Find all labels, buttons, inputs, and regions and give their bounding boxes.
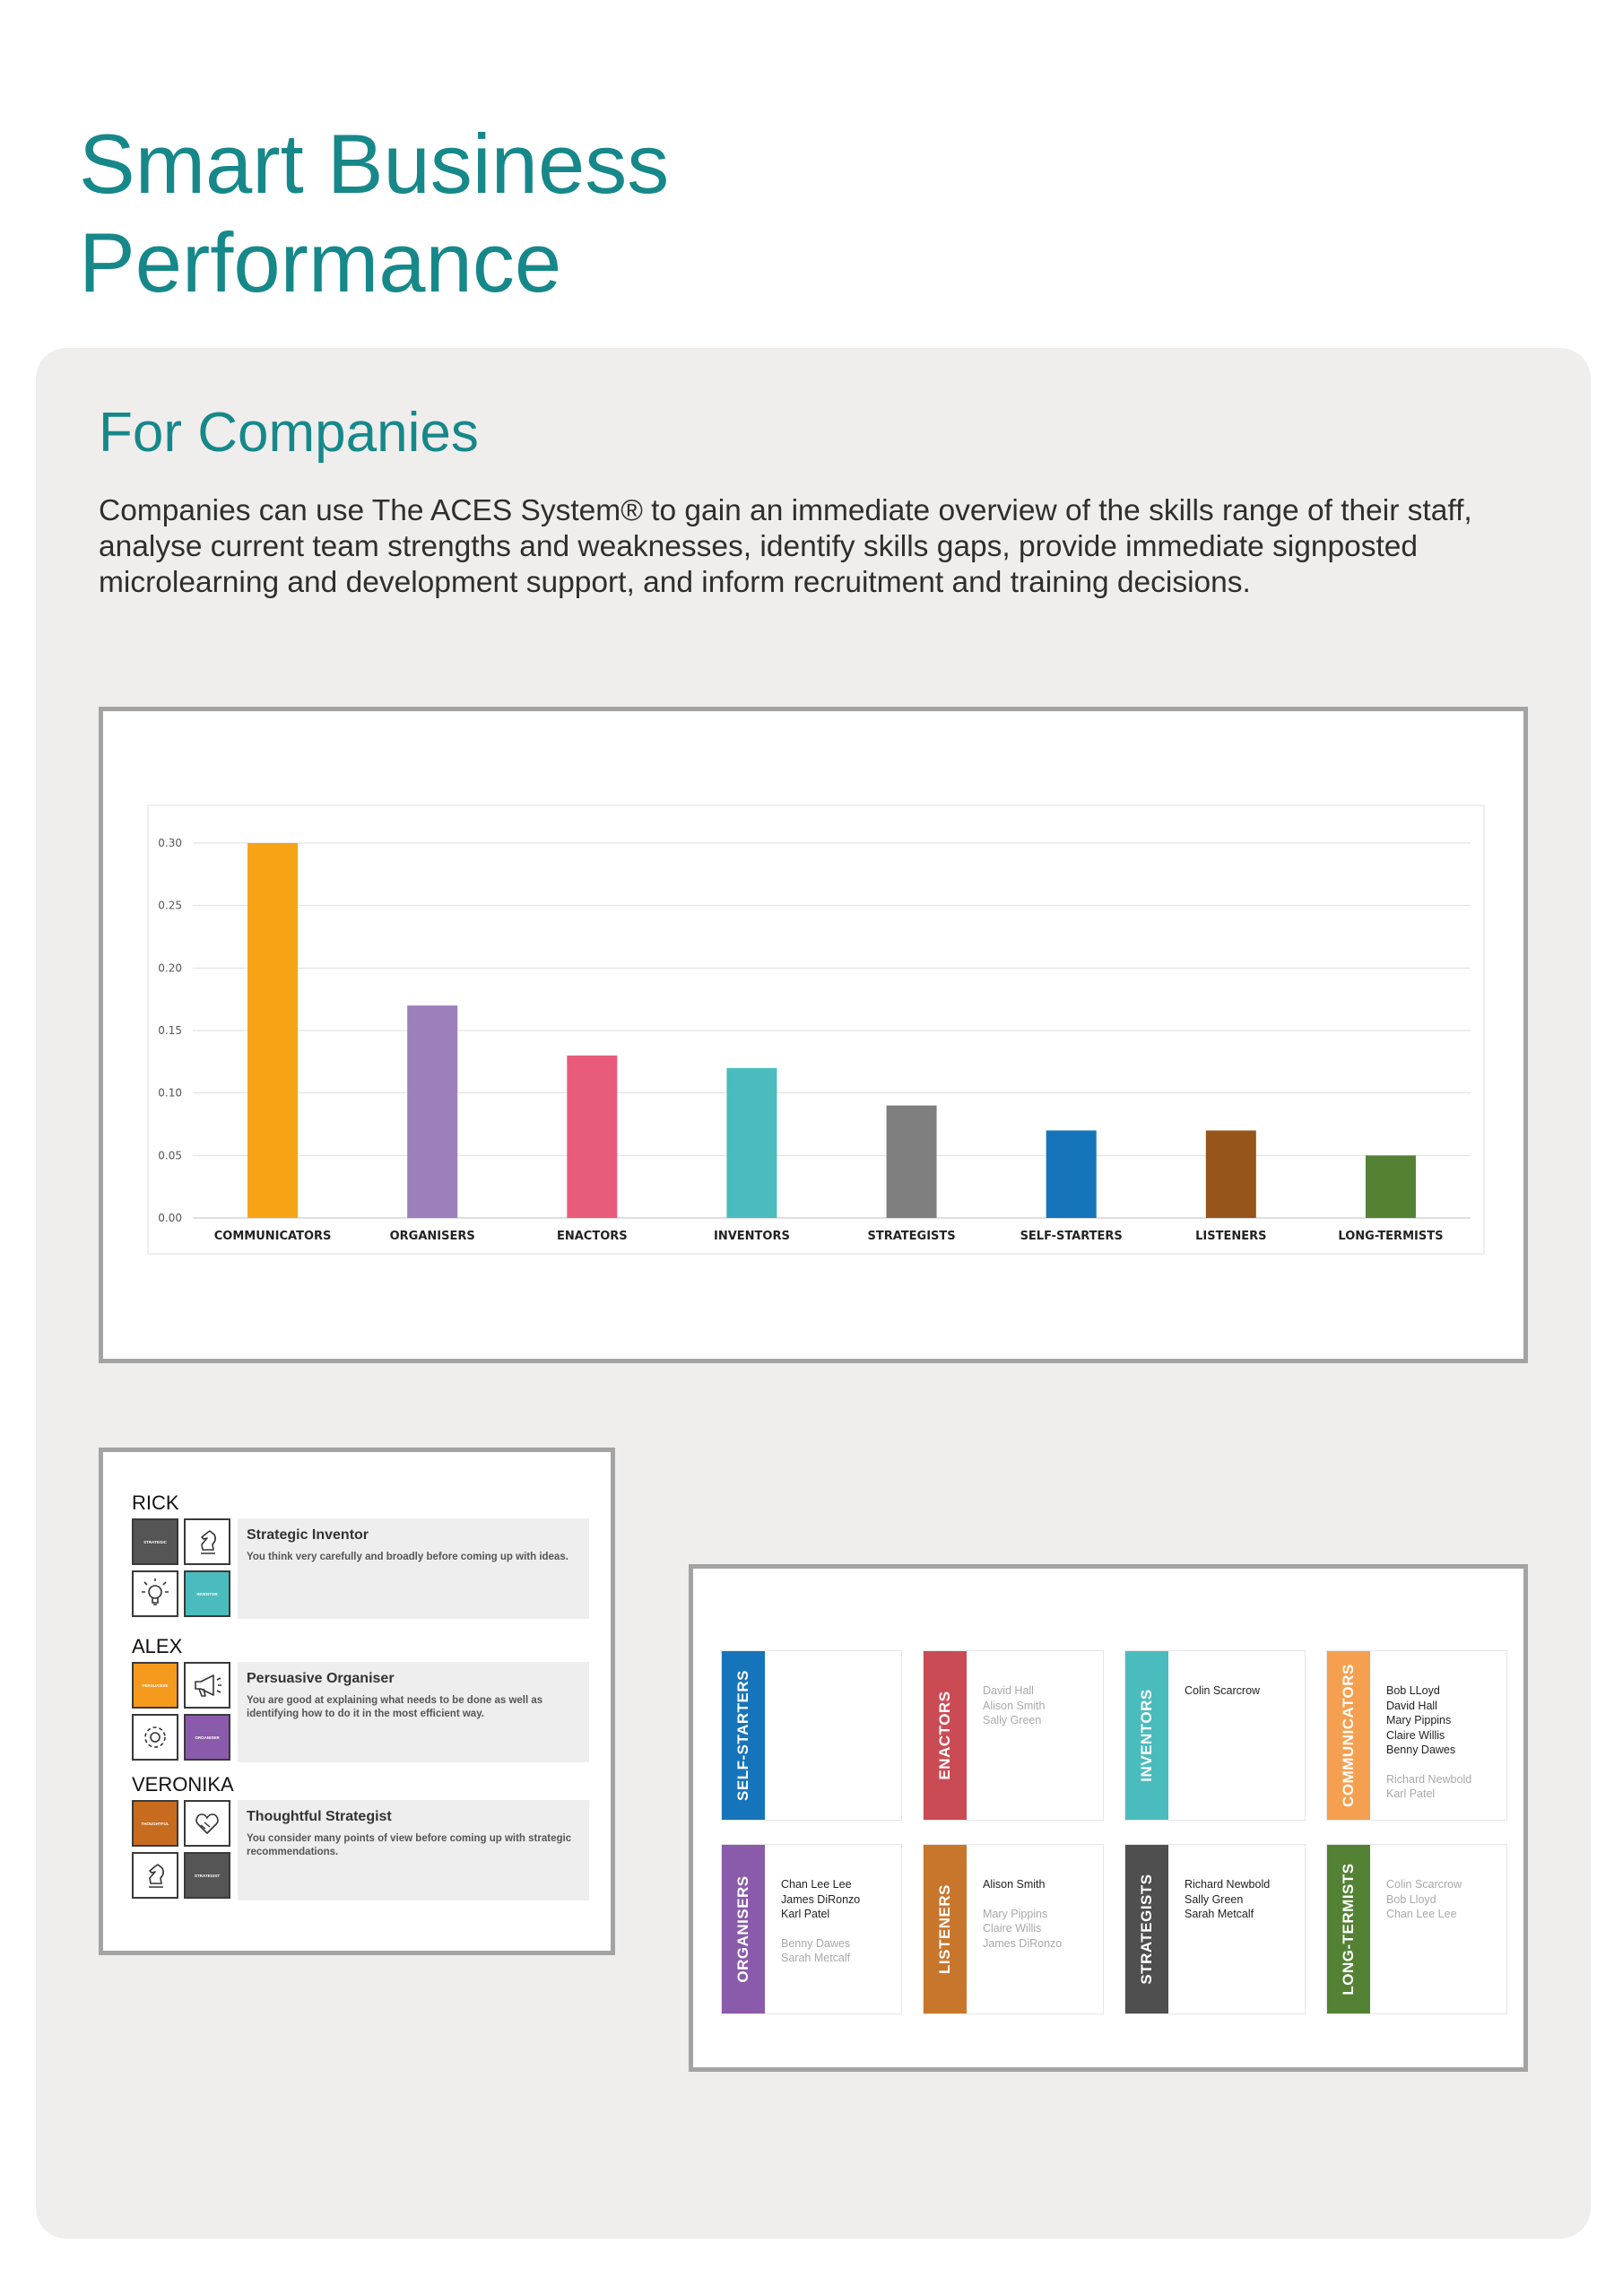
member-name-secondary: Alison Smith — [983, 1699, 1046, 1712]
quadrant-icon-cell — [184, 1800, 230, 1847]
quadrant-secondary-trait: STRATEGIST — [184, 1852, 230, 1899]
section-heading: For Companies — [99, 402, 479, 464]
heart-hands-icon — [189, 1805, 225, 1841]
x-category-label: STRATEGISTS — [867, 1230, 956, 1243]
member-list — [1386, 1683, 1471, 1802]
profile-title: Persuasive Organiser — [247, 1671, 395, 1686]
profile-quadrant — [132, 1800, 232, 1900]
card-category-label: ORGANISERS — [734, 1875, 751, 1983]
quadrant-icon-cell — [132, 1570, 178, 1617]
member-list — [1185, 1683, 1260, 1699]
member-name-secondary: Karl Patel — [1386, 1787, 1436, 1800]
member-name-secondary: James DiRonzo — [983, 1936, 1063, 1950]
megaphone-icon — [189, 1667, 225, 1703]
quadrant-secondary-trait: ORGANISER — [184, 1714, 230, 1761]
profile-title: Strategic Inventor — [247, 1527, 369, 1543]
x-category-label: ORGANISERS — [389, 1230, 475, 1243]
member-list — [983, 1683, 1045, 1728]
card-category-label: LISTENERS — [936, 1884, 953, 1974]
x-category-label: LONG-TERMISTS — [1338, 1230, 1444, 1243]
card-color-bar — [1327, 1845, 1370, 2013]
quadrant-primary-trait: THOUGHTFUL — [132, 1800, 178, 1847]
card-color-bar — [1125, 1845, 1168, 2013]
member-name-secondary: Bob Lloyd — [1386, 1892, 1436, 1906]
bar-inventors — [726, 1068, 777, 1218]
y-tick-label: 0.00 — [158, 1212, 182, 1224]
team-card-listeners — [924, 1845, 1103, 2013]
lightbulb-icon — [137, 1576, 173, 1612]
y-tick-label: 0.25 — [158, 899, 182, 912]
bar-enactors — [567, 1056, 617, 1218]
bar-strategists — [887, 1106, 937, 1218]
member-name: Sarah Metcalf — [1185, 1908, 1254, 1920]
page-title-line-2: Performance — [79, 215, 562, 309]
quadrant-secondary-trait: INVENTOR — [184, 1570, 230, 1617]
card-category-label: SELF-STARTERS — [734, 1670, 751, 1801]
y-tick-label: 0.05 — [158, 1149, 182, 1162]
x-category-label: COMMUNICATORS — [213, 1230, 332, 1243]
team-card-inventors — [1125, 1651, 1305, 1820]
card-color-bar — [722, 1651, 765, 1820]
member-list — [1185, 1877, 1270, 1922]
member-list — [983, 1877, 1062, 1951]
plot-border — [148, 805, 1484, 1254]
page-title — [79, 115, 669, 312]
member-name: Mary Pippins — [1386, 1714, 1452, 1726]
chess-knight-icon — [137, 1857, 173, 1893]
profile-summary — [238, 1800, 589, 1900]
y-tick-label: 0.15 — [158, 1024, 182, 1037]
card-category-label: INVENTORS — [1138, 1689, 1155, 1782]
member-name: Richard Newbold — [1185, 1878, 1271, 1891]
member-name: Karl Patel — [781, 1908, 830, 1920]
x-category-label: LISTENERS — [1195, 1230, 1267, 1243]
gear-icon — [137, 1719, 173, 1755]
card-category-label: COMMUNICATORS — [1340, 1664, 1357, 1807]
profile-title: Thoughtful Strategist — [247, 1809, 392, 1824]
y-tick-label: 0.20 — [158, 961, 182, 975]
team-grid-frame — [689, 1564, 1528, 2072]
x-category-label: SELF-STARTERS — [1020, 1230, 1123, 1243]
member-name: Chan Lee Lee — [781, 1878, 852, 1891]
card-color-bar — [1327, 1651, 1370, 1820]
page-title-line-1: Smart Business — [79, 117, 670, 211]
bar-communicators — [247, 843, 298, 1218]
quadrant-icon-cell — [132, 1714, 178, 1761]
team-card-organisers — [722, 1845, 901, 2013]
chess-knight-icon — [189, 1524, 225, 1560]
x-category-label: INVENTORS — [714, 1230, 790, 1243]
bar-organisers — [407, 1005, 457, 1218]
member-name-secondary: Claire Willis — [983, 1922, 1042, 1935]
profile-name: RICK — [132, 1492, 179, 1514]
team-card-strategists — [1125, 1845, 1305, 2013]
member-name-secondary: Chan Lee Lee — [1386, 1908, 1457, 1920]
quadrant-icon-cell — [184, 1518, 230, 1565]
card-color-bar — [924, 1845, 967, 2013]
profile-quadrant — [132, 1662, 232, 1762]
team-card-enactors — [924, 1651, 1103, 1820]
profile-alex — [132, 1635, 589, 1770]
member-name: David Hall — [1386, 1699, 1437, 1712]
member-name-secondary: Benny Dawes — [781, 1936, 851, 1950]
member-name: Colin Scarcrow — [1185, 1684, 1261, 1697]
bar-self-starters — [1046, 1130, 1097, 1218]
team-card-long-termists — [1327, 1845, 1506, 2013]
team-card-communicators — [1327, 1651, 1506, 1820]
member-name-secondary: Sarah Metcalf — [781, 1952, 851, 1964]
card-color-bar — [924, 1651, 967, 1820]
chart-frame — [99, 707, 1528, 1363]
bar-listeners — [1206, 1130, 1256, 1218]
profile-description: You consider many points of view before coming up with strategic recommendations. — [247, 1833, 572, 1857]
profile-quadrant — [132, 1518, 232, 1619]
quadrant-icon-cell — [184, 1662, 230, 1709]
profile-name: ALEX — [132, 1635, 183, 1657]
bar-long-termists — [1366, 1155, 1416, 1218]
quadrant-primary-trait: STRATEGIC — [132, 1518, 178, 1565]
member-name: Sally Green — [1185, 1892, 1244, 1906]
member-list — [1386, 1877, 1462, 1922]
profile-description: You are good at explaining what needs to be done as well as identifying how to do it in the most efficient way. — [247, 1695, 543, 1719]
profile-rick — [132, 1492, 589, 1626]
card-category-label: LONG-TERMISTS — [1340, 1863, 1357, 1996]
member-name-secondary: Richard Newbold — [1386, 1772, 1472, 1786]
card-color-bar — [722, 1845, 765, 2013]
member-name-secondary: Mary Pippins — [983, 1907, 1048, 1920]
member-name: Alison Smith — [983, 1878, 1046, 1891]
y-tick-label: 0.30 — [158, 837, 182, 849]
profile-summary — [238, 1662, 589, 1762]
member-name: Bob LLoyd — [1386, 1684, 1440, 1697]
quadrant-primary-trait: PERSUASIVE — [132, 1662, 178, 1709]
profile-description: You think very carefully and broadly before coming up with ideas. — [247, 1552, 568, 1562]
card-color-bar — [1125, 1651, 1168, 1820]
card-category-label: STRATEGISTS — [1138, 1874, 1155, 1985]
member-name: Benny Dawes — [1386, 1744, 1456, 1756]
member-name-secondary: David Hall — [983, 1684, 1034, 1697]
member-name: Claire Willis — [1386, 1728, 1445, 1742]
bar-chart — [103, 711, 1523, 1359]
member-name-secondary: Colin Scarcrow — [1386, 1878, 1462, 1891]
profile-summary — [238, 1518, 589, 1619]
member-list — [781, 1877, 860, 1966]
profile-name: VERONIKA — [132, 1773, 234, 1796]
profiles-frame — [99, 1448, 615, 1955]
quadrant-icon-cell — [132, 1852, 178, 1899]
profile-veronika — [132, 1773, 589, 1908]
team-card-self-starters — [722, 1651, 901, 1820]
member-name: James DiRonzo — [781, 1892, 861, 1906]
intro-paragraph: Companies can use The ACES System® to gain an immediate overview of the skills range of their staff, analyse current team strengths and weaknesses, identify skills gaps, provide immediate signposted microlearning and development support, and inform recruitment and training decisions. — [99, 494, 1472, 599]
x-category-label: ENACTORS — [556, 1230, 628, 1243]
y-tick-label: 0.10 — [158, 1086, 182, 1100]
card-category-label: ENACTORS — [936, 1691, 953, 1780]
member-name-secondary: Sally Green — [983, 1714, 1042, 1726]
